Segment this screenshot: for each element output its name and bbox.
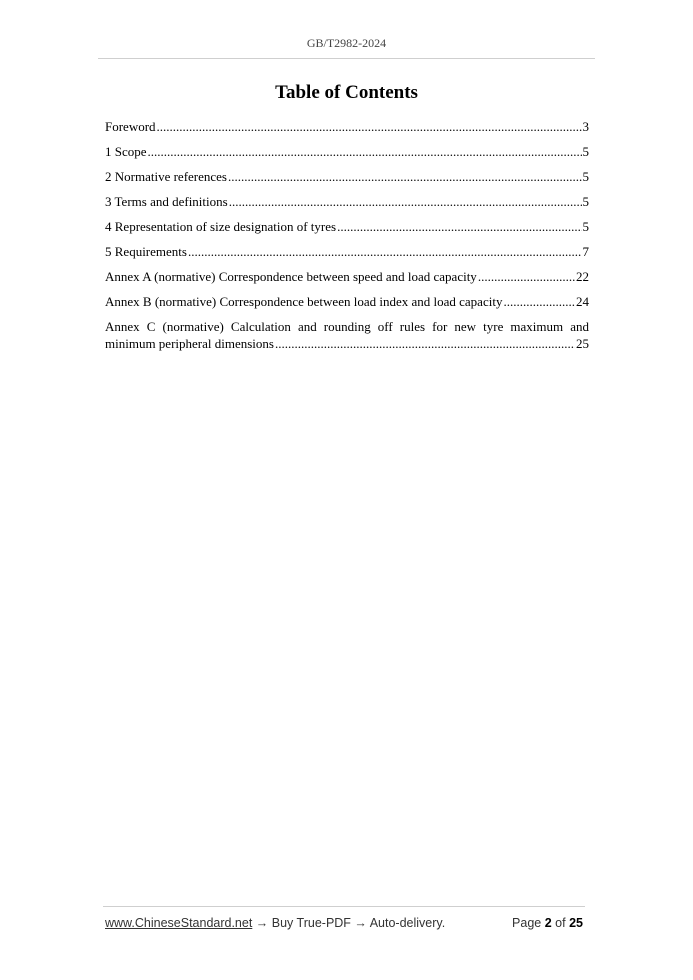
- toc-entry-page: 22: [576, 269, 589, 284]
- toc-entry-label: Annex A (normative) Correspondence between speed and load capacity: [105, 269, 477, 284]
- toc-entry-page: 24: [576, 294, 589, 309]
- footer-promo: [105, 916, 445, 930]
- footer-divider: [103, 906, 585, 907]
- toc-entry[interactable]: [105, 168, 589, 193]
- header-divider: [98, 58, 595, 59]
- toc-entry[interactable]: [105, 293, 589, 318]
- toc-entry[interactable]: [105, 193, 589, 218]
- page-word: Page: [512, 916, 542, 930]
- toc-title: Table of Contents: [275, 82, 418, 103]
- site-link[interactable]: www.ChineseStandard.net: [105, 916, 253, 930]
- toc-entry[interactable]: [105, 218, 589, 243]
- dot-leader: [478, 268, 575, 285]
- dot-leader: [188, 243, 582, 260]
- dot-leader: [228, 168, 582, 185]
- footer-tagline: → Buy True-PDF → Auto-delivery.: [252, 916, 446, 930]
- toc-entry-page: 25: [576, 336, 589, 351]
- toc-entry-label: Foreword: [105, 119, 156, 134]
- toc-entry-multiline[interactable]: [105, 318, 589, 352]
- toc-entry[interactable]: [105, 243, 589, 268]
- dot-leader: [337, 218, 581, 235]
- of-word: of: [555, 916, 566, 930]
- toc-entry-page: 7: [582, 244, 589, 259]
- current-page-number: 2: [544, 916, 552, 930]
- toc-entry-label: 3 Terms and definitions: [105, 194, 228, 209]
- toc-entry[interactable]: [105, 118, 589, 143]
- toc-entry-label-line1: Annex C (normative) Calculation and rounding off rules for new tyre maximum and: [105, 319, 589, 334]
- toc-entry-label: 4 Representation of size designation of tyres: [105, 219, 337, 234]
- toc-entry-label: 1 Scope: [105, 144, 147, 159]
- page-indicator: [512, 916, 583, 930]
- document-code-header: GB/T2982-2024: [306, 36, 387, 50]
- total-pages-number: 25: [569, 916, 583, 930]
- toc-entry-label: Annex B (normative) Correspondence between load index and load capacity: [105, 294, 503, 309]
- toc-entry-page: 5: [582, 169, 589, 184]
- toc-entry-page: 5: [582, 144, 589, 159]
- toc-entry-label: 2 Normative references: [105, 169, 227, 184]
- toc-entry-label-line2: minimum peripheral dimensions: [105, 336, 274, 351]
- dot-leader: [148, 143, 582, 160]
- table-of-contents: [105, 118, 589, 352]
- toc-entry[interactable]: [105, 268, 589, 293]
- toc-entry[interactable]: [105, 143, 589, 168]
- toc-entry-page: 5: [582, 194, 589, 209]
- dot-leader: [157, 118, 582, 135]
- dot-leader: [275, 335, 575, 352]
- dot-leader: [503, 293, 575, 310]
- toc-entry-label: 5 Requirements: [105, 244, 187, 259]
- dot-leader: [229, 193, 582, 210]
- toc-entry-page: 3: [582, 119, 589, 134]
- toc-entry-page: 5: [582, 219, 589, 234]
